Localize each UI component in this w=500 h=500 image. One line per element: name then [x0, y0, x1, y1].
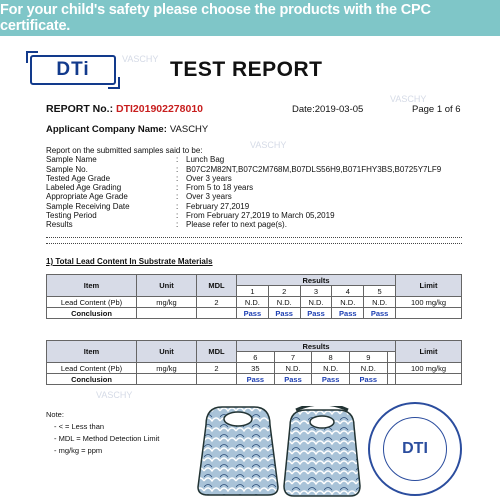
info-value: Over 3 years [186, 173, 232, 183]
watermark: VASCHY [122, 54, 159, 64]
results-table-2 [46, 340, 462, 385]
info-key: Tested Age Grade [46, 173, 111, 183]
info-key: Appropriate Age Grade [46, 192, 128, 202]
info-value: Over 3 years [186, 192, 232, 202]
col-sample: 2 [268, 286, 300, 297]
info-value: From February 27,2019 to March 05,2019 [186, 211, 335, 221]
cell-mdl: 2 [197, 363, 237, 374]
info-row [46, 174, 441, 183]
col-sample [387, 352, 395, 363]
col-results: Results [237, 275, 396, 286]
applicant-name: VASCHY [169, 124, 209, 135]
cell-empty [387, 374, 395, 385]
cell-mdl: 2 [197, 297, 237, 308]
info-row [46, 155, 441, 164]
col-sample: 8 [312, 352, 350, 363]
note-item: - MDL = Method Detection Limit [54, 434, 160, 443]
info-row [46, 183, 441, 192]
info-intro: Report on the submitted samples said to be: [46, 146, 203, 155]
cell-pass: Pass [312, 374, 350, 385]
page-indicator: Page 1 of 6 [412, 104, 461, 115]
col-sample: 5 [364, 286, 396, 297]
applicant: Applicant Company Name: VASCHY [46, 124, 209, 135]
report-date: Date:2019-03-05 [292, 104, 364, 115]
notes [46, 409, 159, 457]
info-key: Results [46, 220, 73, 230]
cell-empty [137, 374, 197, 385]
sample-info [46, 146, 441, 230]
info-row [46, 211, 441, 220]
cell-empty [197, 374, 237, 385]
col-sample: 6 [237, 352, 275, 363]
info-colon: : [176, 183, 179, 193]
cell-val: N.D. [364, 297, 396, 308]
col-unit: Unit [137, 341, 197, 363]
watermark: VASCHY [390, 94, 427, 104]
col-mdl: MDL [197, 275, 237, 297]
info-colon: : [176, 192, 179, 202]
dti-logo: DTi [30, 55, 116, 85]
cpc-banner: For your child's safety please choose the products with the CPC certificate. [0, 0, 500, 36]
cell-pass: Pass [268, 308, 300, 319]
report-title: TEST REPORT [170, 58, 323, 81]
cell-conclusion-label: Conclusion [47, 374, 137, 385]
col-results: Results [237, 341, 396, 352]
info-colon: : [176, 201, 179, 211]
col-limit: Limit [396, 275, 462, 297]
info-key: Sample Name [46, 155, 97, 165]
watermark: VASCHY [96, 390, 133, 400]
col-unit: Unit [137, 275, 197, 297]
col-limit: Limit [396, 341, 462, 363]
col-sample: 3 [300, 286, 332, 297]
info-colon: : [176, 164, 179, 174]
note-item: - < = Less than [54, 422, 105, 431]
info-row [46, 192, 441, 201]
cell-unit: mg/kg [137, 363, 197, 374]
cell-pass: Pass [364, 308, 396, 319]
cell-val: N.D. [300, 297, 332, 308]
col-item: Item [47, 275, 137, 297]
info-key: Sample No. [46, 164, 88, 174]
info-value: Lunch Bag [186, 155, 225, 165]
info-key: Sample Receiving Date [46, 201, 130, 211]
cell-val: N.D. [312, 363, 350, 374]
results-table-1 [46, 274, 462, 319]
section-title: 1) Total Lead Content In Substrate Materials [46, 257, 213, 266]
cell-conclusion-label: Conclusion [47, 308, 137, 319]
cell-empty [137, 308, 197, 319]
cell-pass: Pass [349, 374, 387, 385]
info-row [46, 202, 441, 211]
report-number: REPORT No.: DTI201902278010 [46, 103, 204, 115]
stamp-logo: DTI [383, 417, 447, 481]
col-sample: 9 [349, 352, 387, 363]
col-item: Item [47, 341, 137, 363]
cell-empty [396, 374, 462, 385]
cell-empty [387, 363, 395, 374]
cell-empty [197, 308, 237, 319]
cell-limit: 100 mg/kg [396, 297, 462, 308]
info-value: February 27,2019 [186, 201, 250, 211]
cell-val: 35 [237, 363, 275, 374]
cell-pass: Pass [237, 308, 269, 319]
cell-empty [396, 308, 462, 319]
lunch-bag-image [276, 406, 368, 498]
cell-val: N.D. [237, 297, 269, 308]
dti-stamp [368, 402, 462, 496]
note-item: - mg/kg = ppm [54, 446, 103, 455]
info-value: Please refer to next page(s). [186, 220, 287, 230]
divider [46, 243, 462, 244]
info-colon: : [176, 173, 179, 183]
info-row [46, 165, 441, 174]
lunch-bag-image [188, 403, 288, 497]
col-sample: 4 [332, 286, 364, 297]
info-colon: : [176, 220, 179, 230]
cell-item: Lead Content (Pb) [47, 297, 137, 308]
info-value: From 5 to 18 years [186, 183, 254, 193]
report-number-value: DTI201902278010 [116, 103, 204, 115]
cell-pass: Pass [300, 308, 332, 319]
divider [46, 237, 462, 238]
cell-unit: mg/kg [137, 297, 197, 308]
cell-item: Lead Content (Pb) [47, 363, 137, 374]
col-mdl: MDL [197, 341, 237, 363]
cell-val: N.D. [349, 363, 387, 374]
cell-limit: 100 mg/kg [396, 363, 462, 374]
cell-pass: Pass [237, 374, 275, 385]
cell-val: N.D. [274, 363, 312, 374]
col-sample: 1 [237, 286, 269, 297]
info-colon: : [176, 155, 179, 165]
info-key: Testing Period [46, 211, 97, 221]
info-key: Labeled Age Grading [46, 183, 122, 193]
note-label: Note: [46, 410, 64, 419]
cell-val: N.D. [268, 297, 300, 308]
info-row [46, 220, 441, 229]
cell-pass: Pass [274, 374, 312, 385]
cell-val: N.D. [332, 297, 364, 308]
info-colon: : [176, 211, 179, 221]
cell-pass: Pass [332, 308, 364, 319]
col-sample: 7 [274, 352, 312, 363]
info-value: B07C2M82NT,B07C2M768M,B07DLS56H9,B071FHY3BS,B0725Y7LF9 [186, 164, 442, 174]
watermark: VASCHY [250, 140, 287, 150]
